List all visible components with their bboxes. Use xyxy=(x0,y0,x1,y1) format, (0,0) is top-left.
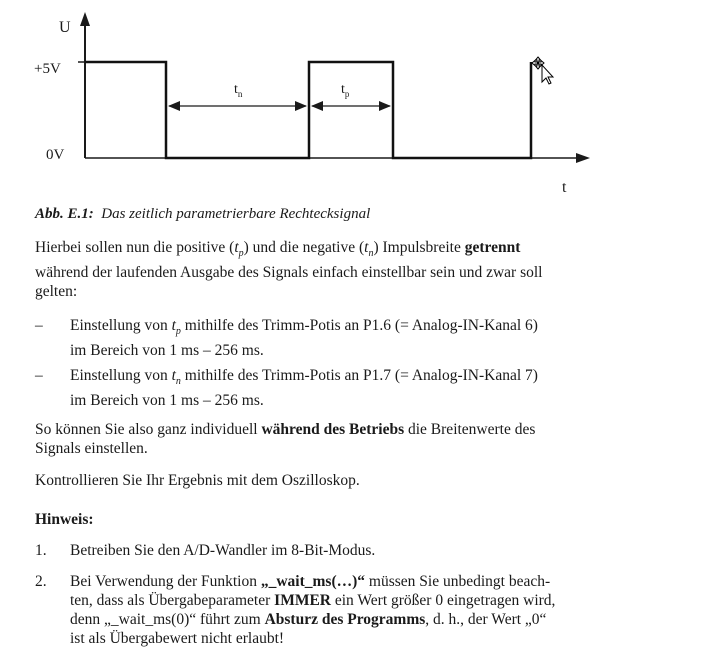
tn-arrow-right xyxy=(295,101,307,111)
oscilloscope-paragraph: Kontrollieren Sie Ihr Ergebnis mit dem Oszilloskop. xyxy=(35,472,360,489)
high-level-label: +5V xyxy=(34,61,61,77)
tp-label: $t_p$ xyxy=(341,82,350,99)
tn-arrow-left xyxy=(168,101,180,111)
tp-arrow-left xyxy=(311,101,323,111)
signal-waveform xyxy=(85,62,531,158)
y-axis-label: U xyxy=(59,19,71,36)
x-axis-arrow xyxy=(576,153,590,163)
tn-label: $t_n$ xyxy=(234,82,243,99)
intro-paragraph: Hierbei sollen nun die positive $(t_p)$ und die negative $(t_n)$ Impulsbreite getrennt während der laufenden Ausgabe des Signals einfach einstellbar sein und zwar soll gelten: xyxy=(35,239,543,301)
y-axis-arrow xyxy=(80,12,90,26)
figure-caption: Abb. E.1: Das zeitlich parametrierbare Rechtecksignal xyxy=(35,206,371,222)
square-wave-diagram xyxy=(0,0,709,200)
hint-title: Hinweis: xyxy=(35,511,94,528)
tp-arrow-right xyxy=(379,101,391,111)
runtime-paragraph: So können Sie also ganz individuell während des Betriebs die Breitenwerte des Signals einstellen. xyxy=(35,421,536,457)
move-cursor-icon xyxy=(531,56,557,86)
low-level-label: 0V xyxy=(46,147,65,163)
x-axis-label: t xyxy=(562,179,567,196)
